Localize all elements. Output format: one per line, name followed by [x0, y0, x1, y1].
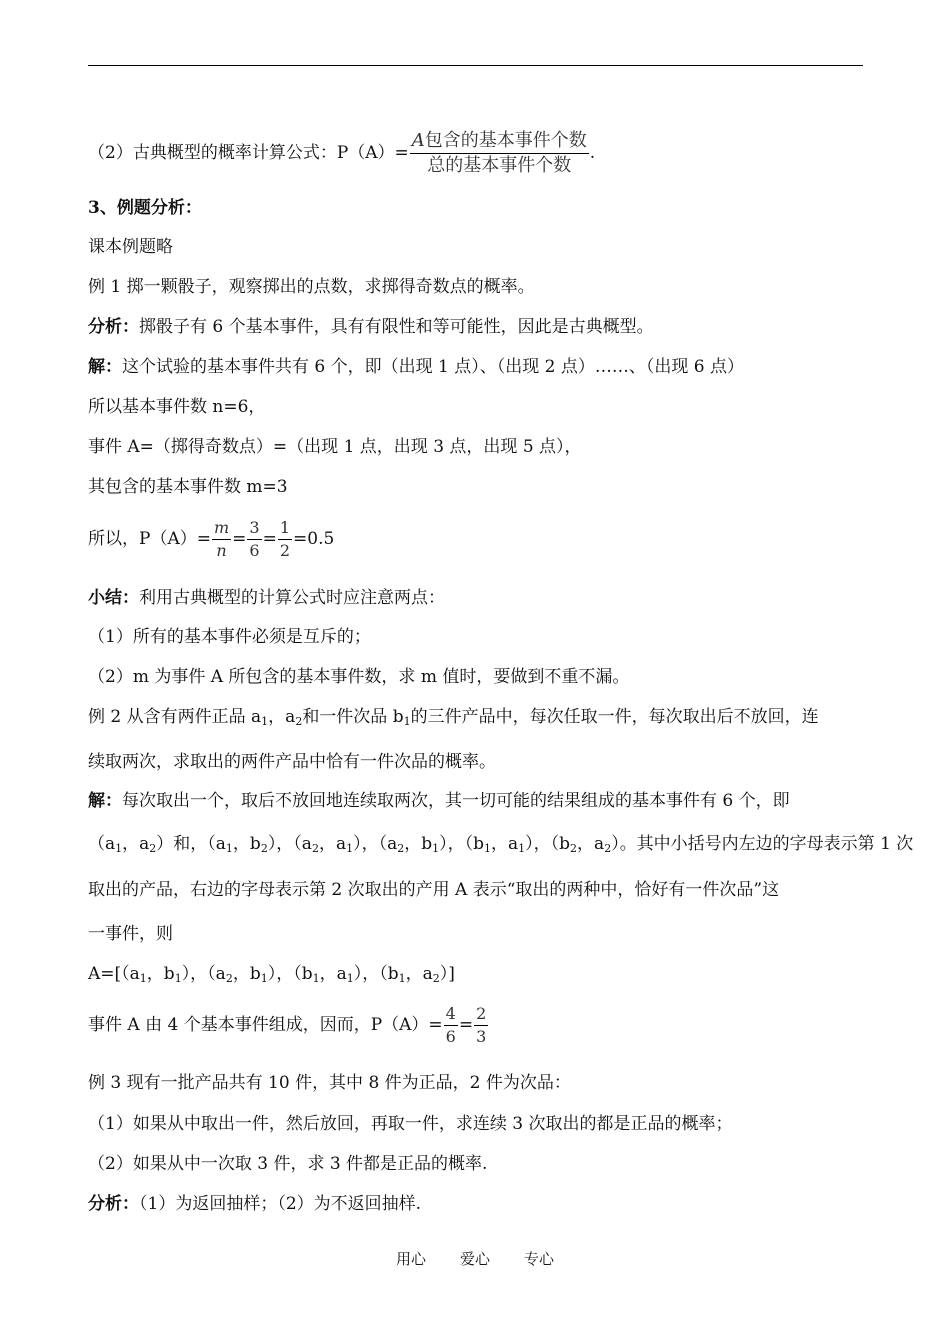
footer-word: 用心 [395, 1250, 426, 1268]
equals: = [262, 529, 277, 549]
analysis3-text: （1）为返回抽样；（2）为不返回抽样. [139, 1194, 422, 1214]
line-example2 [88, 709, 819, 726]
line-textbook: 课本例题略 [88, 237, 173, 257]
prob2-prefix: 事件 A 由 4 个基本事件组成，因而，P（A）= [88, 1015, 443, 1035]
fraction-num: 4 [444, 1006, 458, 1026]
formula-num-var: A [411, 130, 425, 151]
line-probability1 [88, 520, 334, 559]
formula-suffix: . [589, 143, 596, 163]
footer-word: 爱心 [459, 1250, 490, 1268]
line-point2: （2）m 为事件 A 所包含的基本事件数，求 m 值时，要做到不重不漏。 [88, 667, 630, 687]
line-set-a: $A=[(a_1$，$b_1$），（$a_2$，$b_1$），（$b_1$，$a_1$），（$b_1$，$a_2$）] [88, 964, 455, 985]
label-analysis: 分析： [88, 317, 139, 337]
ex2-part-d: 的三件产品中，每次任取一件，每次取出后不放回，连 [410, 707, 819, 727]
line-ex3-q2: （2）如果从中一次取 3 件，求 3 件都是正品的概率. [88, 1154, 488, 1174]
solution1-text: 这个试验的基本事件共有 6 个，即（出现 1 点）、（出现 2 点）……、（出现 6 点） [122, 357, 744, 377]
line-point1: （1）所有的基本事件必须是互斥的； [88, 627, 371, 647]
equals: = [458, 1015, 474, 1035]
label-solution: 解： [88, 357, 122, 377]
fraction-num: 3 [247, 520, 261, 540]
line-analysis3 [88, 1196, 421, 1213]
subscript: 2 [295, 715, 303, 728]
ex2-part-b: ，a [268, 707, 296, 727]
line-n: 所以基本事件数 n=6， [88, 397, 266, 417]
label-solution: 解： [88, 791, 122, 811]
formula-denominator: 总的基本事件个数 [427, 155, 572, 176]
line-event-a: 事件 A=（掷得奇数点）=（出现 1 点，出现 3 点，出现 5 点）， [88, 437, 582, 457]
fraction-den: 3 [476, 1027, 487, 1046]
summary-text: 利用古典概型的计算公式时应注意两点： [139, 588, 445, 608]
fraction-den: 6 [249, 541, 260, 560]
header-rule [88, 65, 863, 66]
prob1-suffix: =0.5 [293, 529, 335, 549]
line-analysis1 [88, 319, 654, 336]
fraction-2-3 [474, 1006, 488, 1045]
prob1-prefix: 所以，P（A）= [88, 529, 211, 549]
equals: = [232, 529, 247, 549]
line-outcomes: （$a_1$，$a_2$）和，（$a_1$，$b_2$），（$a_2$，$a_1$），（$a_2$，$b_1$），（$b_1$，$a_1$），（$b_2$，$a_2$）。其中小括号内左边的字母表示第 1 次 [88, 834, 914, 855]
fraction-den: 2 [279, 541, 291, 560]
analysis1-text: 掷骰子有 6 个基本事件，具有有限性和等可能性，因此是古典概型。 [139, 317, 654, 337]
formula-fraction [410, 132, 589, 175]
formula-line [88, 132, 595, 175]
ex2-part-c: 和一件次品 b [302, 707, 404, 727]
formula-prefix: （2）古典概型的概率计算公式：P（A）= [88, 143, 409, 163]
fraction-num: 1 [278, 520, 292, 540]
subscript: 1 [403, 715, 411, 728]
fraction-m-n [212, 520, 231, 559]
line-explanation: 取出的产品，右边的字母表示第 2 次取出的产用 A 表示“取出的两种中，恰好有一件次品”这 [88, 880, 780, 900]
ex2-part-a: 例 2 从含有两件正品 a [88, 707, 262, 727]
page-footer [0, 1248, 950, 1269]
line-example2-cont: 续取两次，求取出的两件产品中恰有一件次品的概率。 [88, 752, 496, 772]
subscript: 1 [261, 715, 269, 728]
fraction-4-6 [444, 1006, 458, 1045]
fraction-num: m [212, 520, 231, 540]
line-example1: 例 1 掷一颗骰子，观察掷出的点数，求掷得奇数点的概率。 [88, 277, 535, 297]
label-summary: 小结： [88, 588, 139, 608]
fraction-den: n [216, 541, 227, 560]
line-example3: 例 3 现有一批产品共有 10 件，其中 8 件为正品，2 件为次品： [88, 1073, 571, 1093]
line-ex3-q1: （1）如果从中取出一件，然后放回，再取一件，求连续 3 次取出的都是正品的概率； [88, 1114, 733, 1134]
line-event: 一事件，则 [88, 924, 173, 944]
section-heading: 3、例题分析： [88, 198, 202, 218]
fraction-3-6 [247, 520, 261, 559]
line-solution1 [88, 359, 744, 376]
solution2-text: 每次取出一个，取后不放回地连续取两次，其一切可能的结果组成的基本事件有 6 个，即 [122, 791, 790, 811]
line-solution2 [88, 793, 790, 810]
label-analysis: 分析： [88, 1194, 139, 1214]
formula-numerator [410, 132, 589, 154]
footer-word: 专心 [524, 1250, 555, 1268]
line-m: 其包含的基本事件数 m=3 [88, 477, 288, 497]
fraction-1-2 [278, 520, 292, 559]
outcomes-text: 。其中小括号内左边的字母表示第 1 次 [619, 834, 914, 854]
formula-num-text: 包含的基本事件个数 [424, 130, 587, 151]
line-summary [88, 590, 445, 607]
line-probability2 [88, 1006, 489, 1045]
fraction-den: 6 [445, 1027, 456, 1046]
fraction-num: 2 [474, 1006, 488, 1026]
